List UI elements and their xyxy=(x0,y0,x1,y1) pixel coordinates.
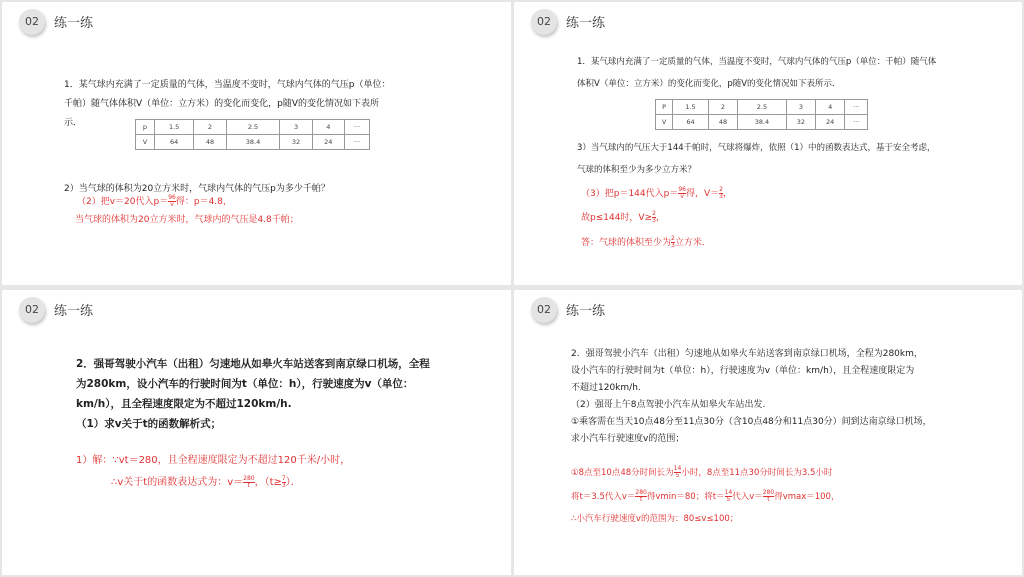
answer-line-2: 当气球的体积为20立方米时，气球内的气压是4.8千帕； xyxy=(75,215,299,225)
question-line: 2．强哥驾驶小汽车（出租）匀速地从如皋火车站送客到南京绿口机场，全程为280km， xyxy=(571,349,923,359)
table-cell: 2 xyxy=(194,120,226,135)
answer-text: （3）把p＝144代入p＝ xyxy=(581,189,679,199)
answer-line-3: ∴小汽车行驶速度v的范围为：80≤v≤100； xyxy=(571,514,739,524)
table-cell: 48 xyxy=(194,135,226,150)
slide-title: 练一练 xyxy=(566,16,606,31)
denominator: 3 xyxy=(671,242,675,249)
answer-text: 得：p＝4.8， xyxy=(175,197,232,207)
answer-line-1 xyxy=(571,466,832,479)
denominator: t xyxy=(243,482,254,489)
question-line: 2．强哥驾驶小汽车（出租）匀速地从如皋火车站送客到南京绿口机场，全程 xyxy=(76,358,430,370)
table-cell: 38.4 xyxy=(226,135,280,150)
denominator: 5 xyxy=(726,496,731,503)
table-cell: ··· xyxy=(344,135,369,150)
denominator: t xyxy=(635,496,646,503)
numerator: 14 xyxy=(673,465,682,472)
question-line: 设小汽车的行驶时间为t（单位：h），行驶速度为v（单位：km/h），且全程速度限定为 xyxy=(571,366,915,376)
table-cell: 4 xyxy=(816,100,845,115)
denominator: 3 xyxy=(652,217,656,224)
table-cell: 24 xyxy=(816,115,845,130)
table-cell: 32 xyxy=(786,115,815,130)
denominator: v xyxy=(168,201,176,208)
slide-2 xyxy=(514,2,1022,285)
fraction xyxy=(635,490,646,503)
fraction xyxy=(243,476,254,489)
question-line: 求小汽车行驶速度v的范围； xyxy=(571,434,685,444)
table-cell: ··· xyxy=(845,100,868,115)
answer-line-3 xyxy=(581,235,711,249)
table-cell: 2.5 xyxy=(226,120,280,135)
numerator: 2 xyxy=(671,235,675,242)
table-cell: 1.5 xyxy=(673,100,709,115)
table-cell: ··· xyxy=(845,115,868,130)
table-cell: ··· xyxy=(344,120,369,135)
answer-text: 将t＝3.5代入v＝ xyxy=(571,492,636,502)
answer-text: 得vmax＝100， xyxy=(774,492,840,502)
question-line: 3）当气球内的气压大于144千帕时，气球将爆炸，依照（1）中的函数表达式，基于安全考虑， xyxy=(577,143,936,153)
numerator: 96 xyxy=(678,186,686,193)
answer-text: ）． xyxy=(285,477,301,488)
answer-text: 小时，8点至11点30分时间长为3.5小时 xyxy=(681,468,833,478)
slide-number-badge: 02 xyxy=(531,9,557,35)
table-cell: 24 xyxy=(312,135,344,150)
answer-text: ①8点至10点48分时间长为 xyxy=(571,468,674,478)
table-cell: 3 xyxy=(280,120,312,135)
question-line: 体积V（单位：立方米）的变化而变化，p随V的变化情况如下表所示． xyxy=(577,79,841,89)
answer-text: ， xyxy=(655,213,665,223)
fraction xyxy=(763,490,774,503)
table-cell: p xyxy=(136,120,155,135)
table-cell: 3 xyxy=(786,100,815,115)
fraction xyxy=(168,195,176,208)
question-line: 不超过120km/h. xyxy=(571,383,641,393)
table-cell: 2 xyxy=(708,100,737,115)
data-table xyxy=(655,99,868,130)
table-cell: P xyxy=(656,100,673,115)
numerator: 14 xyxy=(724,489,733,496)
slide-number-badge: 02 xyxy=(19,9,45,35)
data-table xyxy=(135,119,370,150)
fraction xyxy=(678,187,686,200)
numerator: 2 xyxy=(719,186,723,193)
table-cell: 4 xyxy=(312,120,344,135)
question-text xyxy=(571,346,932,448)
table-cell: 1.5 xyxy=(154,120,193,135)
question-line: 1．某气球内充满了一定质量的气体，当温度不变时，气球内气体的气压p（单位：千帕）随气体 xyxy=(577,57,937,67)
question-line: km/h），且全程速度限定为不超过120km/h. xyxy=(76,398,292,410)
table-cell: V xyxy=(136,135,155,150)
slide-title: 练一练 xyxy=(54,304,94,319)
numerator: 7 xyxy=(281,474,286,482)
answer-text: 答：气球的体积至少为 xyxy=(581,238,672,248)
answer-line-2 xyxy=(581,210,665,224)
question-line: （1）求v关于t的函数解析式； xyxy=(76,418,222,430)
table-cell: 48 xyxy=(708,115,737,130)
table-cell: 64 xyxy=(673,115,709,130)
question-line: ①乘客需在当天10点48分至11点30分（含10点48分和11点30分）间到达南京绿口机场， xyxy=(571,417,932,427)
question-line: 1．某气球内充满了一定质量的气体，当温度不变时，气球内气体的气压p（单位： xyxy=(64,80,391,90)
numerator: 2 xyxy=(652,210,656,217)
answer-line-1 xyxy=(77,194,232,208)
answer-text: 得，V＝ xyxy=(685,189,720,199)
question-line: 示． xyxy=(64,118,83,128)
numerator: 280 xyxy=(243,474,255,482)
question-text xyxy=(76,354,430,434)
slide-number-badge: 02 xyxy=(531,297,557,323)
table-row xyxy=(656,100,868,115)
question-line: （2）强哥上午8点驾驶小汽车从如皋火车站出发. xyxy=(571,400,766,410)
table-cell: 38.4 xyxy=(738,115,787,130)
question-line: 气球的体积至少为多少立方米？ xyxy=(577,165,697,175)
question-3 xyxy=(577,137,936,181)
question-line: 为280km，设小汽车的行驶时间为t（单位：h），行驶速度为v（单位： xyxy=(76,378,414,390)
slide-3 xyxy=(2,290,511,575)
denominator: 3 xyxy=(281,481,286,489)
answer-text: ∴v关于t的函数表达式为：v＝ xyxy=(111,477,244,488)
answer-text: ， xyxy=(722,189,732,199)
numerator: 280 xyxy=(762,489,775,496)
slide-4 xyxy=(514,290,1022,575)
denominator: t xyxy=(763,496,774,503)
answer-text: 代入v＝ xyxy=(732,492,763,502)
table-cell: 64 xyxy=(154,135,193,150)
answer-line-2 xyxy=(111,473,301,489)
answer-text: 故p≤144时，V≥ xyxy=(581,213,653,223)
answer-line-1: 1）解：∵vt＝280，且全程速度限定为不超过120千米/小时， xyxy=(76,455,351,466)
answer-text: 得vmin＝80；将t＝ xyxy=(646,492,725,502)
denominator: v xyxy=(678,193,686,200)
table-cell: 32 xyxy=(280,135,312,150)
slide-1 xyxy=(2,2,511,285)
question-text xyxy=(577,51,936,95)
answer-text: ，（t≥ xyxy=(254,477,282,488)
table-cell: 2.5 xyxy=(738,100,787,115)
slide-title: 练一练 xyxy=(566,304,606,319)
answer-line-2 xyxy=(571,490,839,503)
slide-title: 练一练 xyxy=(54,16,94,31)
table-row xyxy=(136,120,370,135)
answer-line-1 xyxy=(581,186,732,200)
table-row xyxy=(656,115,868,130)
denominator: 5 xyxy=(675,472,680,479)
denominator: 3 xyxy=(719,193,723,200)
slide-number-badge: 02 xyxy=(19,297,45,323)
numerator: 280 xyxy=(635,489,647,496)
answer-text: 立方米． xyxy=(674,238,711,248)
numerator: 96 xyxy=(168,194,176,201)
table-row xyxy=(136,135,370,150)
table-cell: V xyxy=(656,115,673,130)
answer-text: （2）把v＝20代入p＝ xyxy=(77,197,169,207)
question-2: 2）当气球的体积为20立方米时，气球内气体的气压p为多少千帕？ xyxy=(64,184,330,194)
question-line: 千帕）随气体体积V（单位：立方米）的变化而变化，p随V的变化情况如下表所 xyxy=(64,99,380,109)
